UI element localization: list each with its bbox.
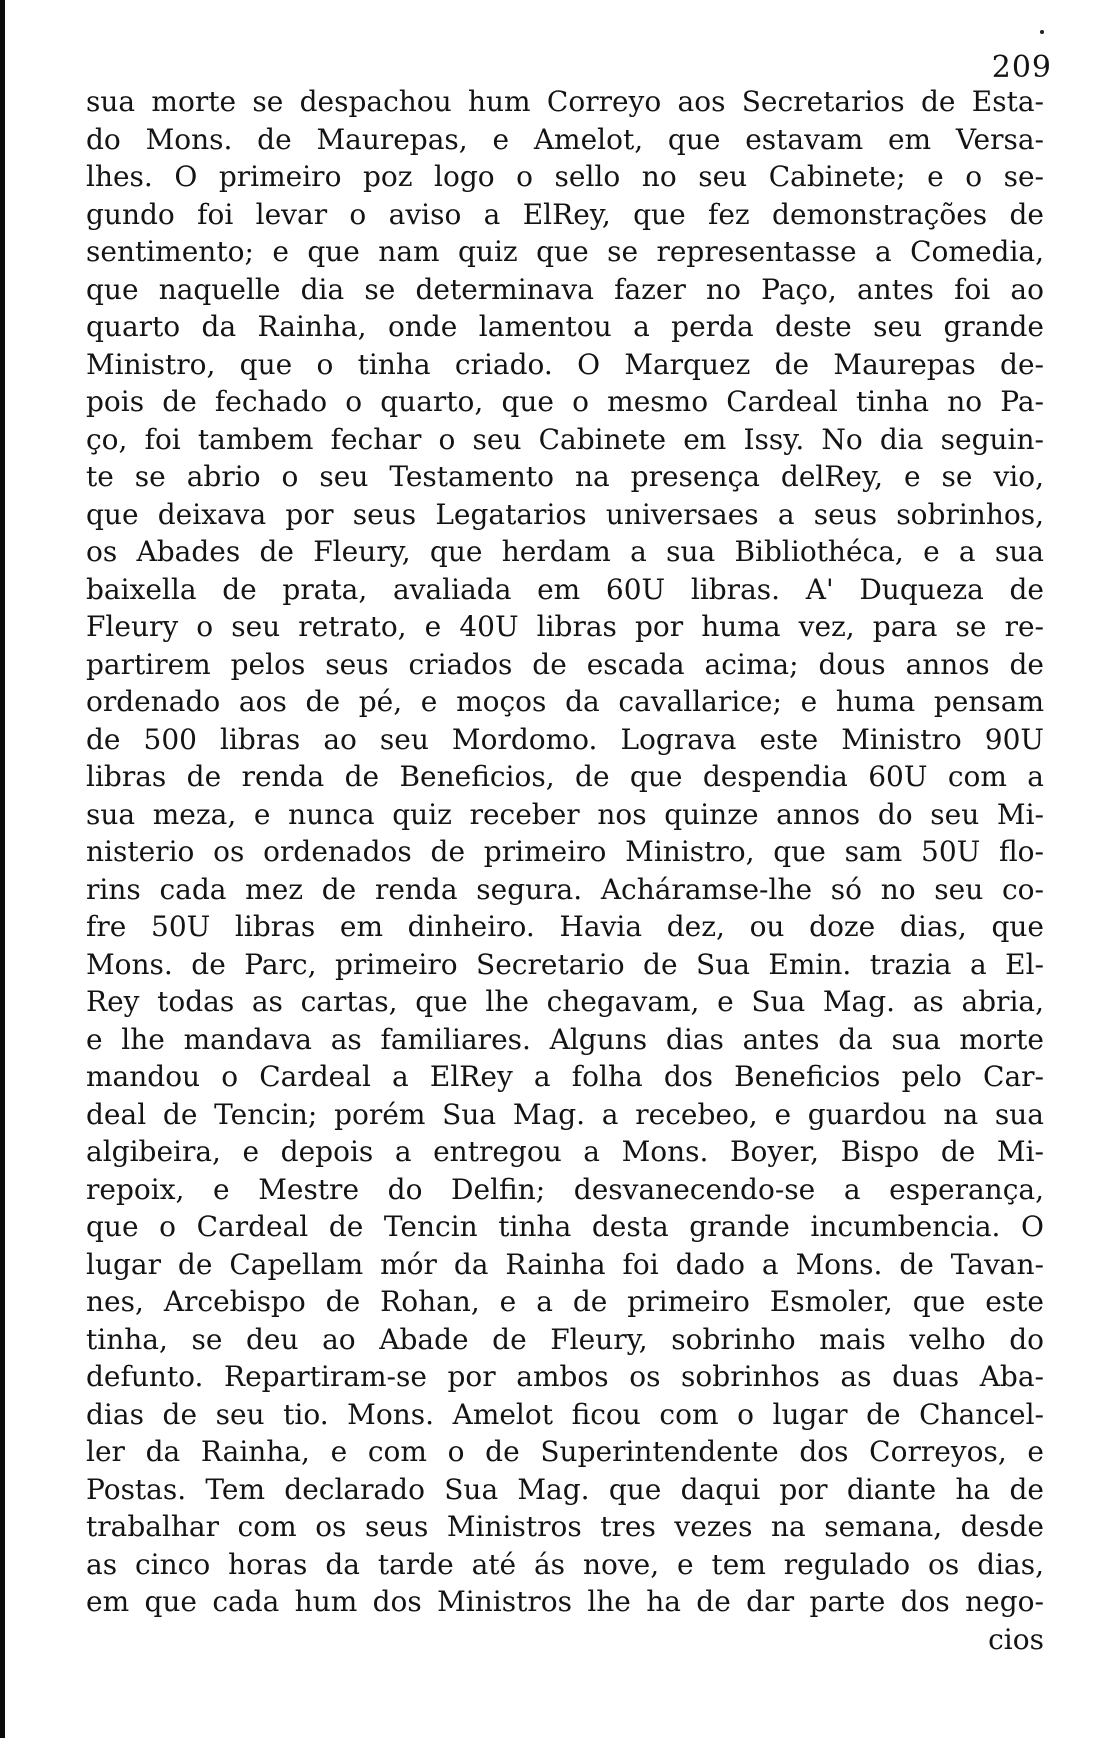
text-line: sentimento; e que nam quiz que se representasse a Comedia, <box>86 235 1044 268</box>
text-line: dias de seu tio. Mons. Amelot ficou com o lugar de Chancel- <box>86 1397 1044 1431</box>
text-line: Mons. de Parc, primeiro Secretario de Sua Emin. trazia a El- <box>86 947 1044 981</box>
text-line: Rey todas as cartas, que lhe chegavam, e Sua Mag. as abria, <box>86 985 1044 1018</box>
text-line: que o Cardeal de Tencin tinha desta grande incumbencia. O <box>86 1210 1044 1243</box>
text-line: as cinco horas da tarde até ás nove, e tem regulado os dias, <box>86 1547 1044 1581</box>
text-line: que naquelle dia se determinava fazer no Paço, antes foi ao <box>86 272 1044 306</box>
text-line: Fleury o seu retrato, e 40U libras por huma vez, para se re- <box>86 610 1044 643</box>
text-line: fre 50U libras em dinheiro. Havia dez, ou doze dias, que <box>86 910 1044 943</box>
text-line: repoix, e Mestre do Delfin; desvanecendo-se a esperança, <box>86 1172 1044 1206</box>
page-left-edge <box>0 0 5 1738</box>
text-line: sua meza, e nunca quiz receber nos quinze annos do seu Mi- <box>86 797 1044 831</box>
text-line: libras de renda de Beneficios, de que despendia 60U com a <box>86 760 1044 793</box>
text-line: do Mons. de Maurepas, e Amelot, que estavam em Versa- <box>86 122 1044 156</box>
page-number: 209 <box>991 50 1052 85</box>
catchword: cios <box>988 1622 1044 1656</box>
text-line: que deixava por seus Legatarios universaes a seus sobrinhos, <box>86 497 1044 531</box>
text-line: deal de Tencin; porém Sua Mag. a recebeo, e guardou na sua <box>86 1097 1044 1131</box>
text-line: mandou o Cardeal a ElRey a folha dos Beneficios pelo Car- <box>86 1060 1044 1093</box>
text-line: baixella de prata, avaliada em 60U libras. A' Duqueza de <box>86 572 1044 606</box>
text-line: te se abrio o seu Testamento na presença delRey, e se vio, <box>86 460 1044 493</box>
body-text <box>86 83 1044 1658</box>
text-line: Postas. Tem declarado Sua Mag. que daqui por diante ha de <box>86 1472 1044 1506</box>
text-line: pois de fechado o quarto, que o mesmo Cardeal tinha no Pa- <box>86 385 1044 418</box>
text-line: nisterio os ordenados de primeiro Ministro, que sam 50U flo- <box>86 835 1044 868</box>
text-line: sua morte se despachou hum Correyo aos Secretarios de Esta- <box>86 85 1044 118</box>
text-line: ordenado aos de pé, e moços da cavallarice; e huma pensam <box>86 685 1044 718</box>
text-line: em que cada hum dos Ministros lhe ha de dar parte dos nego- <box>86 1585 1044 1618</box>
text-line: quarto da Rainha, onde lamentou a perda deste seu grande <box>86 310 1044 343</box>
text-line: ço, foi tambem fechar o seu Cabinete em Issy. No dia seguin- <box>86 422 1044 456</box>
text-line: partirem pelos seus criados de escada acima; dous annos de <box>86 647 1044 681</box>
text-line: defunto. Repartiram-se por ambos os sobrinhos as duas Aba- <box>86 1360 1044 1393</box>
text-line: nes, Arcebispo de Rohan, e a de primeiro Esmoler, que este <box>86 1285 1044 1318</box>
text-line: lhes. O primeiro poz logo o sello no seu Cabinete; e o se- <box>86 160 1044 193</box>
text-line: tinha, se deu ao Abade de Fleury, sobrinho mais velho do <box>86 1322 1044 1356</box>
text-line: lugar de Capellam mór da Rainha foi dado a Mons. de Tavan- <box>86 1247 1044 1281</box>
text-line: ler da Rainha, e com o de Superintendente dos Correyos, e <box>86 1435 1044 1468</box>
text-line: trabalhar com os seus Ministros tres vezes na semana, desde <box>86 1510 1044 1543</box>
ink-speck <box>1040 30 1044 34</box>
text-line: de 500 libras ao seu Mordomo. Lograva este Ministro 90U <box>86 722 1044 756</box>
text-line: gundo foi levar o aviso a ElRey, que fez demonstrações de <box>86 197 1044 231</box>
text-line: Ministro, que o tinha criado. O Marquez de Maurepas de- <box>86 347 1044 381</box>
text-line: e lhe mandava as familiares. Alguns dias antes da sua morte <box>86 1022 1044 1056</box>
text-line: rins cada mez de renda segura. Acháramse-lhe só no seu co- <box>86 872 1044 906</box>
text-line: os Abades de Fleury, que herdam a sua Bibliothéca, e a sua <box>86 535 1044 568</box>
text-line: algibeira, e depois a entregou a Mons. Boyer, Bispo de Mi- <box>86 1135 1044 1168</box>
